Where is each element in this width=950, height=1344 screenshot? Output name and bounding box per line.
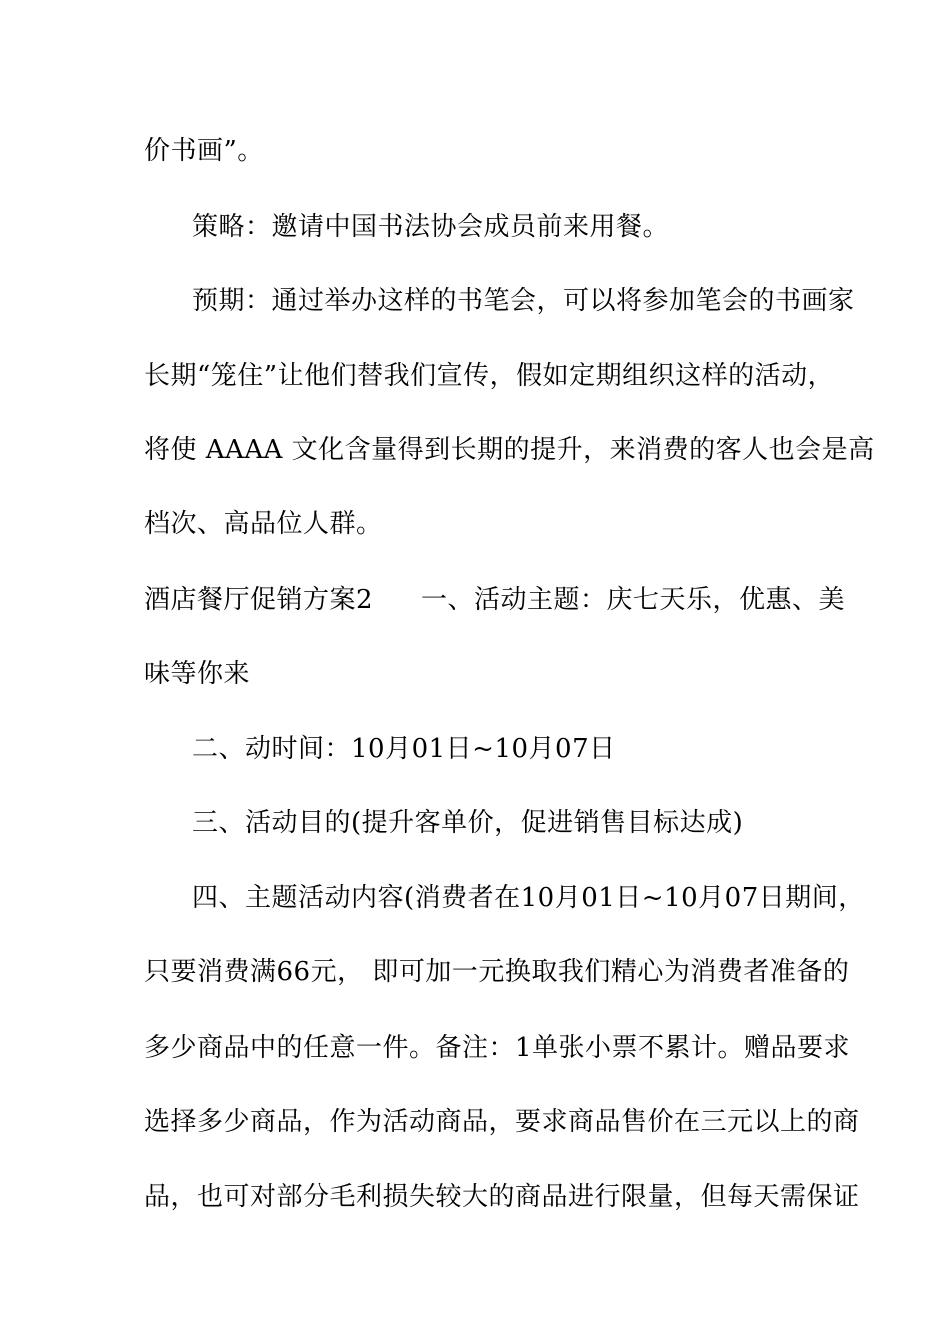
text-line: 只要消费满66元， 即可加一元换取我们精心为消费者准备的 [144, 957, 850, 987]
text-line: 四、主题活动内容(消费者在10月01日~10月07日期间， [192, 883, 865, 913]
section-heading-line [144, 584, 846, 616]
text-line: 长期“笼住”让他们替我们宣传，假如定期组织这样的活动， [144, 361, 835, 391]
text-line: 价书画”。 [144, 136, 264, 166]
text-line: 预期：通过举办这样的书笔会，可以将参加笔会的书画家 [192, 286, 855, 316]
text-line: 二、动时间：10月01日~10月07日 [192, 734, 616, 764]
section-title: 酒店餐厅促销方案2 [144, 585, 374, 615]
activity-theme: 一、活动主题：庆七天乐，优惠、美 [421, 585, 846, 615]
text-line: 选择多少商品，作为活动商品，要求商品售价在三元以上的商 [144, 1107, 860, 1137]
text-line: 多少商品中的任意一件。备注：1单张小票不累计。赠品要求 [144, 1033, 851, 1063]
text-line: 档次、高品位人群。 [144, 509, 383, 539]
text-line: 三、活动目的(提升客单价，促进销售目标达成) [192, 808, 744, 838]
text-line: 将使 AAAA 文化含量得到长期的提升，来消费的客人也会是高 [144, 435, 875, 465]
text-line: 策略：邀请中国书法协会成员前来用餐。 [192, 212, 670, 242]
text-line: 品，也可对部分毛利损失较大的商品进行限量，但每天需保证 [144, 1182, 860, 1212]
text-line: 味等你来 [144, 659, 251, 689]
